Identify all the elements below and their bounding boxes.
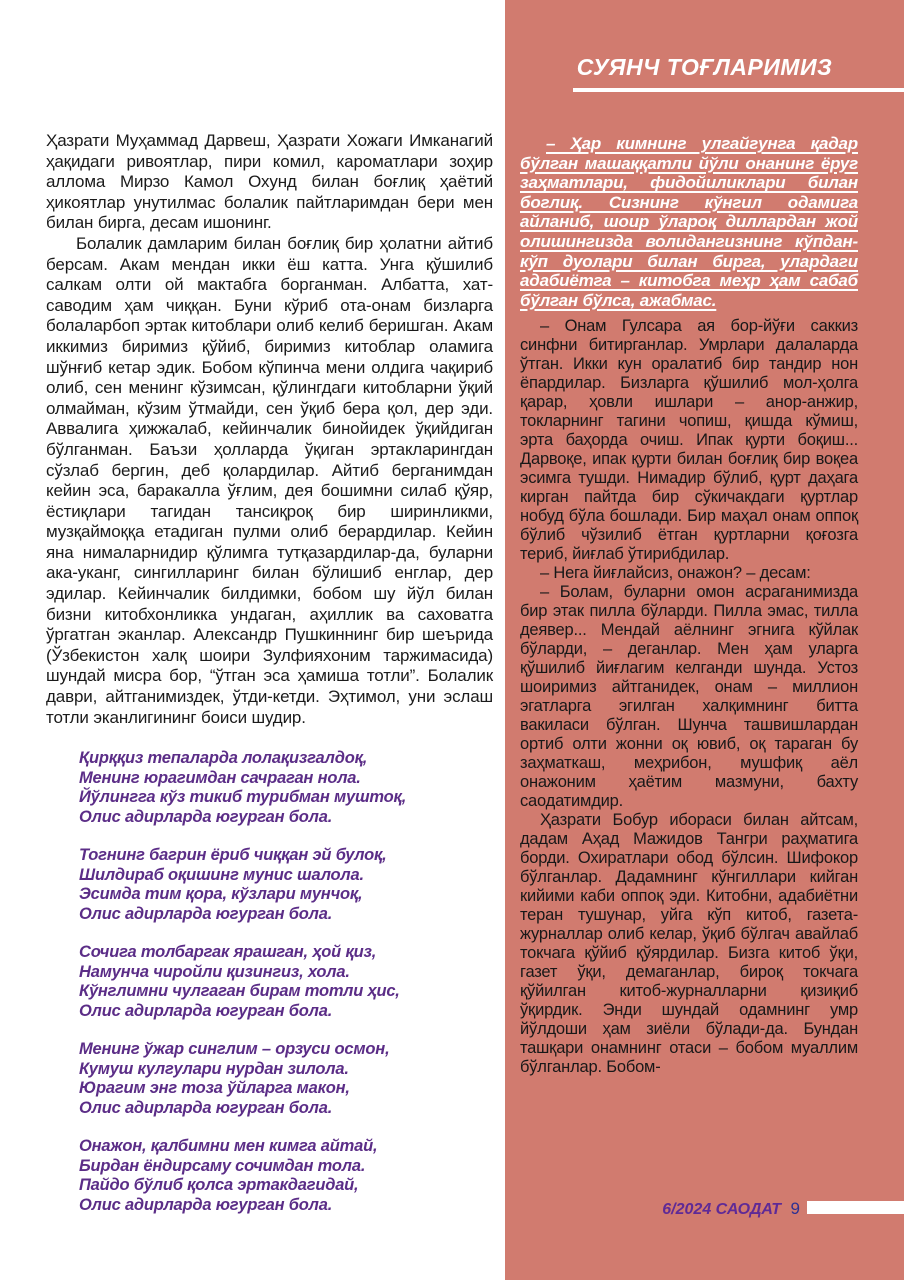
poem-line: Сочига толбаргак ярашган, ҳой қиз, (79, 943, 377, 962)
poem-stanza (79, 1137, 493, 1215)
poem-line: Олис адирларда югурган бола. (79, 1195, 333, 1214)
poem-line: Олис адирларда югурган бола. (79, 1001, 333, 1020)
poem-line: Йўлингга кўз тикиб турибман муштоқ, (79, 788, 407, 807)
poem-line: Пайдо бўлиб қолса эртакдагидай, (79, 1176, 359, 1195)
poem-line: Кумуш кулгулари нурдан зилола. (79, 1059, 349, 1078)
right-panel (505, 0, 904, 1280)
poem-line: Намунча чиройли қизингиз, хола. (79, 962, 350, 981)
poem-line: Юрагим энг тоза ўйларга макон, (79, 1079, 350, 1098)
poem-line: Қирққиз тепаларда лолақизгалдоқ, (79, 749, 368, 768)
title-double-rule (573, 88, 904, 92)
poem-line: Менинг ўжар синглим – орзуси осмон, (79, 1040, 390, 1059)
panel-paragraph: – Нега йиғлайсиз, онажон? – десам: (540, 564, 811, 583)
poem-line: Тогнинг багрин ёриб чиққан эй булоқ, (79, 846, 387, 865)
issue-label: 6/2024 САОДАТ (662, 1201, 782, 1218)
poem-line: Бирдан ёндирсаму сочимдан тола. (79, 1156, 366, 1175)
poem-line: Шилдираб оқишинг мунис шалола. (79, 865, 364, 884)
right-panel-content (505, 134, 904, 1077)
poem-line: Менинг юрагимдан сачраган нола. (79, 768, 361, 787)
panel-paragraph: Ҳазрати Бобур ибораси билан айтсам, дадам Аҳад Мажидов Тангри раҳматига борди. Охиратлари обод бўлсин. Шифокор бўлганлар. Дадамнинг кўнгиллари кийган кийими каби оппоқ эди. Китобни, адабиётни теран тушунар, уйга кўп китоб, газета-журналлар олиб келар, ўқиб бўлгач авайлаб токчага қўйиб қўярдилар. Бизга китоб ўқи, газет ўқи, демаганлар, бироқ токчага қўйилган китоб-журналларни қизиқиб ўқирдик. Энди шундай одамнинг умр йўлдоши ҳам зиёли бўлади-да. Бундан ташқари онамнинг отаси – бобом муаллим бўлганлар. Бобом- (520, 811, 858, 1077)
poem-stanza (79, 846, 493, 924)
poem-line: Олис адирларда югурган бола. (79, 904, 333, 923)
article-paragraph: Ҳазрати Муҳаммад Дарвеш, Ҳазрати Хожаги Имканагий ҳақидаги ривоятлар, пири комил, кароматлари зоҳир аллома Мирзо Камол Охунд билан боғлиқ ҳаётий ҳикоятлар унутилмас болалик пайтларимдан бери мен билан бирга, десам ишонинг. (46, 131, 493, 233)
article-left-column (46, 131, 493, 1234)
section-title: СУЯНЧ ТОҒЛАРИМИЗ (576, 54, 833, 80)
poem-line: Олис адирларда югурган бола. (79, 1098, 333, 1117)
page-footer (662, 1199, 800, 1219)
poem (46, 749, 493, 1215)
panel-paragraph: – Болам, буларни омон асраганимизда бир этак пилла бўларди. Пилла эмас, тилла деявер... Мендай аёлнинг эгнига кўйлак бўларди, – деганлар. Мен ҳам уларга қўшилиб йиғлагим келганди шунда. Устоз шоиримиз айтганидек, онам – миллион эгатларга эгилган халқимнинг битта вакиласи бўлган. Шунча ташвишлардан ортиб олти жонни оқ ювиб, оқ тараган бу заҳматкаш, меҳрибон, мушфиқ аёл онажоним ҳаётим мазмуни, бахту саодатимдир. (520, 583, 858, 811)
lead-quote: – Ҳар кимнинг улгайгунга қадар бўлган машаққатли йўли онанинг ёруг заҳматлари, фидойиликлари билан боглиқ. Сизнинг кўнгил одамига айланиб, шоир ўлароқ диллардан жой олишингизда волидангизнинг кўпдан-кўп дуолари билан бирга, улардаги адабиётга – китобга меҳр ҳам сабаб бўлган бўлса, ажабмас. (520, 134, 858, 310)
panel-paragraph: – Онам Гулсара ая бор-йўғи саккиз синфни битирганлар. Умрлари далаларда ўтган. Икки кун оралатиб бир тандир нон ёпардилар. Бизларга қўшилиб мол-ҳолга қарар, ҳовли ишлари – анор-анжир, токларнинг тагини чопиш, қишда кўмиш, эрта баҳорда очиш. Ипак қурти боқиш... Дарвоқе, ипак қурти билан боғлиқ бир воқеа эсимга тушди. Нимадир бўлиб, қурт даҳага кирган пайтда бир сўкичакдаги қуртлар нобуд бўла бошлади. Бир маҳал онам оппоқ бўлиб чўзилиб ётган қуртларни қоғозга териб, йиғлаб ўтирибдилар. (520, 317, 858, 564)
poem-line: Олис адирларда югурган бола. (79, 807, 333, 826)
page-number: 9 (790, 1199, 800, 1218)
poem-line: Онажон, қалбимни мен кимга айтай, (79, 1137, 378, 1156)
footer-white-bar (807, 1201, 904, 1214)
poem-line: Кўнглимни чулгаган бирам тотли ҳис, (79, 982, 400, 1001)
poem-stanza (79, 1040, 493, 1118)
poem-line: Эсимда тим қора, кўзлари мунчоқ, (79, 885, 363, 904)
poem-stanza (79, 943, 493, 1021)
poem-stanza (79, 749, 493, 827)
article-paragraph: Болалик дамларим билан боғлиқ бир ҳолатни айтиб берсам. Акам мендан икки ёш катта. Унга қўшилиб салкам олти ой мактабга борганман. Албатта, хат-саводим ҳам чиққан. Буни кўриб ота-онам бизларга болаларбоп эртак китоблари олиб келиб беришган. Акам иккимиз биримиз қўйиб, биримиз китоблар оламига шўнғиб кетар эдик. Бобом кўпинча мени олдига чақириб олиб, сен менинг кўзимсан, қўлингдаги китобларни ўқий олмайман, кўзим ўтмайди, сен ўқиб бера қол, дер эди. Аввалига ҳижжалаб, кейинчалик бинойидек ўқийдиган бўлганман. Баъзи ҳолларда ўқиган эртакларингдан сўзлаб бергин, деб қолардилар. Айтиб берганимдан кейин эса, баракалла ўғлим, дея бошимни силаб қўяр, ёстиқлари тагидан тансиқроқ бир ширинликми, музқаймоққа етадиган пулми олиб берардилар. Кейин яна нималарнидир қўлимга тутқазардилар-да, буларни ака-уканг, сингилларинг билан бўлишиб енглар, дер эдилар. Кейинчалик билдимки, бобом шу йўл билан бизни китобхонликка ундаган, аҳиллик ва саховатга ўргатган эканлар. Александр Пушкиннинг бир шеърида (Ўзбекистон халқ шоири Зулфияхоним таржимасида) шундай мисра бор, “ўтган эса ҳамиша тотли”. Болалик даври, айтганимиздек, ўтди-кетди. Эҳтимол, уни эслаш тотли эканлигининг боиси шудир. (46, 233, 493, 727)
